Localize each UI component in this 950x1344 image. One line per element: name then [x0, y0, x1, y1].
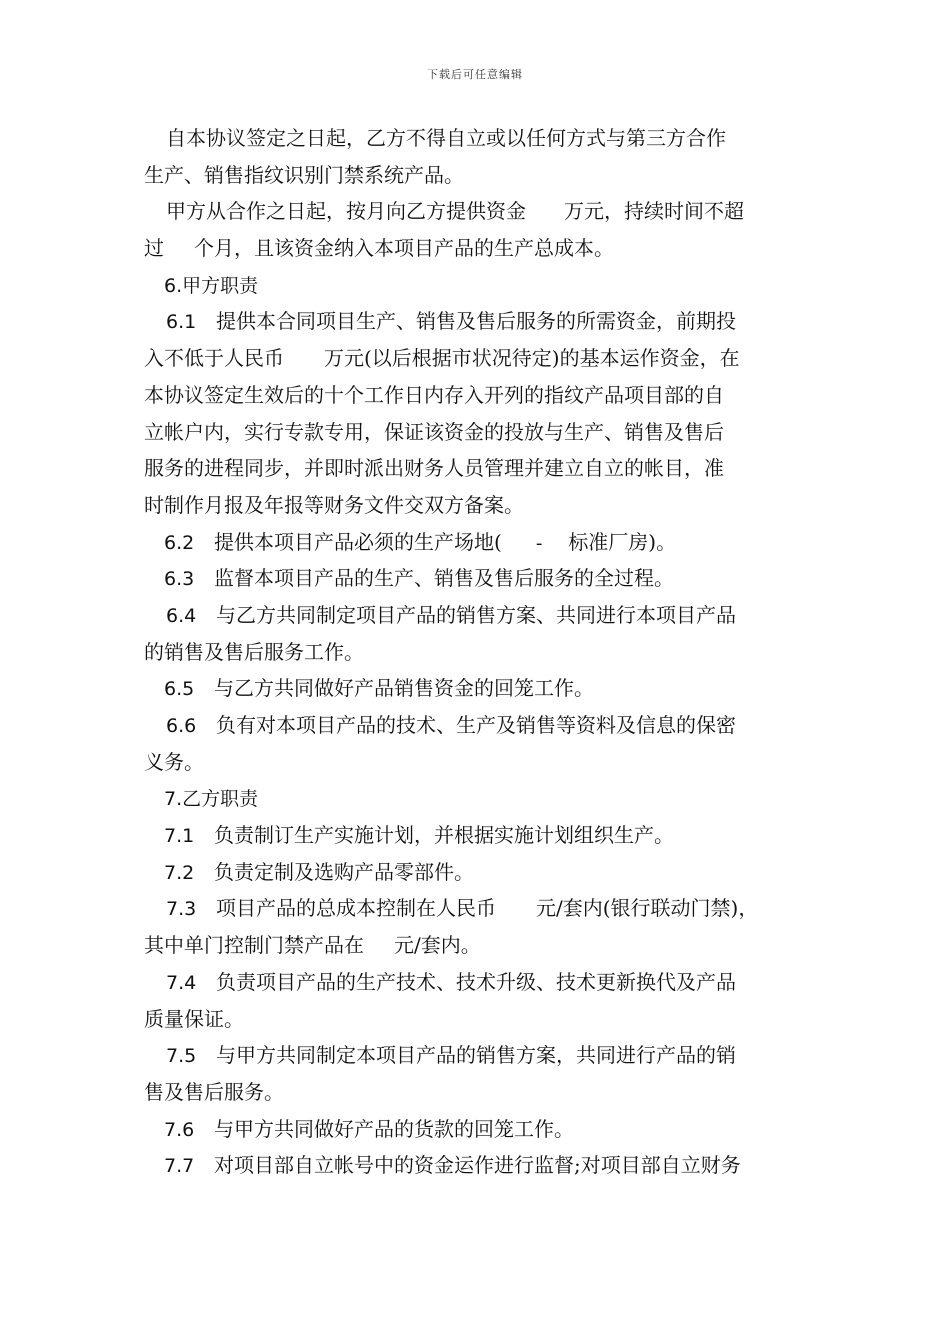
clause-text: 负责制订生产实施计划，并根据实施计划组织生产。: [214, 823, 674, 848]
clause-text: 与甲方共同制定本项目产品的销售方案，共同进行产品的销: [216, 1043, 736, 1068]
clause-text: 元/套内。: [394, 933, 481, 958]
clause-number: 7.2: [164, 861, 195, 884]
clause-text: 与乙方共同做好产品销售资金的回笼工作。: [214, 676, 594, 701]
clause-number: 7.1: [164, 825, 195, 848]
clause-number: 6.5: [164, 678, 195, 701]
paragraph-text: 自本协议签定之日起，乙方不得自立或以任何方式与第三方合作: [166, 126, 726, 150]
clause-line: [144, 377, 808, 414]
clause-line: [144, 927, 808, 964]
paragraph-text: 生产、销售指纹识别门禁系统产品。: [144, 162, 464, 187]
clause-line: [144, 524, 808, 561]
clause-line: [144, 340, 808, 377]
clause-text: 时制作月报及年报等财务文件交双方备案。: [144, 492, 524, 517]
section-heading-text: 7.乙方职责: [164, 788, 259, 811]
clause-text: 提供本项目产品必须的生产场地(: [214, 529, 502, 554]
clause-text: 标准厂房)。: [568, 529, 677, 554]
paragraph-line: [144, 157, 808, 194]
section-heading: [144, 780, 808, 817]
clause-line: [144, 1074, 808, 1111]
section-heading: [144, 267, 808, 304]
clause-line: [144, 450, 808, 487]
clause-line: [144, 634, 808, 671]
clause-text: 监督本项目产品的生产、销售及售后服务的全过程。: [214, 566, 674, 591]
paragraph-line: [144, 120, 808, 157]
clause-line: [144, 1111, 808, 1148]
clause-text: 质量保证。: [144, 1006, 244, 1031]
clause-line: [144, 744, 808, 781]
clause-number: 6.4: [166, 604, 197, 627]
clause-number: 7.6: [164, 1118, 195, 1141]
clause-number: 7.7: [164, 1155, 195, 1178]
paragraph-text: 个月，且该资金纳入本项目产品的生产总成本。: [194, 236, 614, 261]
clause-line: [144, 1037, 808, 1074]
clause-text: 项目产品的总成本控制在人民币: [216, 896, 496, 921]
clause-text: 负有对本项目产品的技术、生产及销售等资料及信息的保密: [216, 713, 736, 737]
clause-line: [144, 1147, 808, 1184]
clause-number: 7.4: [166, 971, 197, 994]
clause-text: 义务。: [144, 749, 204, 774]
clause-text: 其中单门控制门禁产品在: [144, 933, 364, 958]
clause-line: [144, 1001, 808, 1038]
clause-line: [144, 560, 808, 597]
clause-line: [144, 487, 808, 524]
clause-line: [144, 964, 808, 1001]
clause-number: 7.3: [166, 898, 197, 921]
clause-text: 对项目部自立帐号中的资金运作进行监督;对项目部自立财务: [214, 1153, 741, 1178]
clause-line: [144, 597, 808, 634]
clause-line: [144, 670, 808, 707]
clause-line: [144, 890, 808, 927]
paragraph-text: 甲方从合作之日起，按月向乙方提供资金: [166, 199, 526, 224]
clause-text: 的销售及售后服务工作。: [144, 639, 364, 664]
clause-line: [144, 707, 808, 744]
clause-text: 负责定制及选购产品零部件。: [214, 859, 474, 884]
clause-text: 入不低于人民币: [144, 346, 284, 371]
clause-text: 与乙方共同制定项目产品的销售方案、共同进行本项目产品: [216, 602, 736, 627]
clause-line: [144, 303, 808, 340]
clause-number: 6.6: [166, 715, 197, 737]
clause-text: 元/套内(银行联动门禁)，: [536, 896, 759, 921]
paragraph-text: 过: [144, 236, 164, 261]
clause-number: 7.5: [166, 1045, 197, 1068]
page-header: 下载后可任意编辑: [427, 68, 523, 81]
clause-text: 服务的进程同步，并即时派出财务人员管理并建立自立的帐目，准: [144, 456, 724, 481]
clause-number: 6.3: [164, 568, 195, 591]
paragraph-line: [144, 193, 808, 230]
paragraph-text: 万元，持续时间不超: [564, 199, 744, 224]
clause-text: 负责项目产品的生产技术、技术升级、技术更新换代及产品: [216, 969, 736, 994]
paragraph-line: [144, 230, 808, 267]
clause-number: 6.2: [164, 531, 195, 554]
document-body: [144, 120, 808, 1184]
clause-text: 立帐户内，实行专款专用，保证该资金的投放与生产、销售及售后: [144, 419, 724, 444]
clause-text: 提供本合同项目生产、销售及售后服务的所需资金，前期投: [216, 309, 736, 334]
clause-number: 6.1: [166, 311, 197, 334]
clause-text: 售及售后服务。: [144, 1079, 284, 1104]
clause-line: [144, 414, 808, 451]
clause-text: -: [535, 532, 543, 554]
clause-line: [144, 854, 808, 891]
clause-text: 本协议签定生效后的十个工作日内存入开列的指纹产品项目部的自: [144, 382, 724, 407]
section-heading-text: 6.甲方职责: [164, 274, 259, 297]
clause-text: 与甲方共同做好产品的货款的回笼工作。: [214, 1116, 574, 1141]
clause-text: 万元(以后根据市状况待定)的基本运作资金，在: [324, 346, 740, 371]
clause-line: [144, 817, 808, 854]
